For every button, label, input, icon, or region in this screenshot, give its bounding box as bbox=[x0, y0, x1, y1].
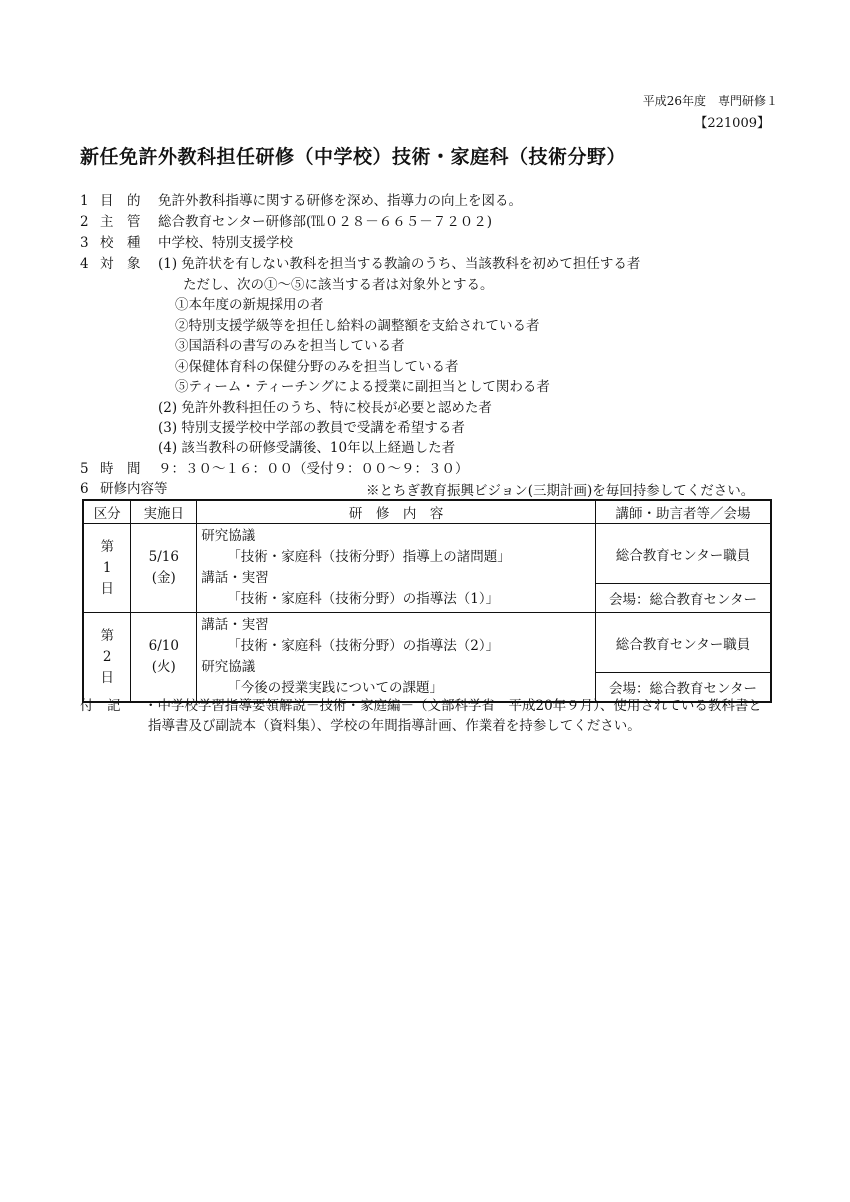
day-char: 日 bbox=[100, 580, 114, 597]
footer-line: 指導書及び副読本（資料集）、学校の年間指導計画、作業着を持参してください。 bbox=[148, 718, 641, 734]
exclusion-item: ①本年度の新規採用の者 bbox=[175, 297, 324, 313]
content-line: 「技術・家庭科（技術分野）の指導法（1）」 bbox=[227, 591, 500, 607]
item-text: 研修内容等 bbox=[100, 481, 168, 497]
day-cell bbox=[83, 524, 131, 613]
program-year-label: 平成26年度 専門研修１ bbox=[642, 94, 778, 108]
content-line: 講話・実習 bbox=[201, 617, 269, 633]
item-key: 校 種 bbox=[100, 235, 141, 251]
item-number: 2 bbox=[80, 214, 89, 230]
day-cell bbox=[83, 613, 131, 703]
item-target bbox=[80, 254, 640, 274]
document-title: 新任免許外教科担任研修（中学校）技術・家庭科（技術分野） bbox=[80, 146, 627, 168]
content-cell bbox=[197, 613, 596, 703]
content-line: 講話・実習 bbox=[201, 570, 269, 586]
day-char: 日 bbox=[100, 669, 114, 686]
date-text: 5/16 bbox=[148, 549, 179, 565]
column-header: 講師・助言者等／会場 bbox=[596, 500, 771, 524]
content-cell bbox=[197, 524, 596, 613]
item-text: (1) 免許状を有しない教科を担当する教諭のうち、当該教科を初めて担任する者 bbox=[158, 256, 641, 272]
column-header: 実施日 bbox=[131, 500, 197, 524]
item-text: 中学校、特別支援学校 bbox=[158, 235, 293, 251]
program-code: 【221009】 bbox=[694, 116, 770, 131]
table-row bbox=[83, 613, 771, 673]
target-item: (2) 免許外教科担任のうち、特に校長が必要と認めた者 bbox=[158, 400, 492, 416]
item-text: 免許外教科指導に関する研修を深め、指導力の向上を図る。 bbox=[158, 193, 522, 209]
day-char: 第 bbox=[100, 538, 114, 555]
footer-note bbox=[80, 696, 762, 736]
footer-line: ・中学校学習指導要領解説－技術・家庭編－（文部科学省 平成20年９月）、使用されている教科書と bbox=[144, 698, 762, 714]
day-char: 2 bbox=[102, 648, 112, 665]
content-line: 「今後の授業実践についての課題」 bbox=[227, 680, 443, 696]
footer-label: 付 記 bbox=[80, 698, 121, 714]
lecturer-cell: 総合教育センター職員 bbox=[596, 613, 771, 673]
target-item: (3) 特別支援学校中学部の教員で受講を希望する者 bbox=[158, 420, 465, 436]
item-text: ９：３０～１６：００（受付９：００～９：３０） bbox=[158, 461, 469, 477]
item-organizer bbox=[80, 212, 492, 232]
item-key: 対 象 bbox=[100, 256, 141, 272]
item-content-heading bbox=[80, 479, 168, 499]
day-char: 1 bbox=[102, 559, 112, 576]
date-cell bbox=[131, 613, 197, 703]
item-number: 6 bbox=[80, 481, 89, 497]
table-row bbox=[83, 524, 771, 584]
item-purpose bbox=[80, 191, 522, 211]
target-exclusion-note: ただし、次の①～⑤に該当する者は対象外とする。 bbox=[183, 277, 494, 293]
weekday-text: (金) bbox=[151, 570, 176, 586]
content-line: 研究協議 bbox=[201, 659, 256, 675]
day-char: 第 bbox=[100, 627, 114, 644]
venue-cell: 会場：総合教育センター bbox=[596, 584, 771, 613]
item-key: 主 管 bbox=[100, 214, 141, 230]
venue-cell: 会場：総合教育センター bbox=[596, 673, 771, 702]
column-header: 研 修 内 容 bbox=[197, 500, 596, 524]
item-text: 総合教育センター研修部(℡０２８－６６５－７２０２) bbox=[158, 214, 492, 230]
target-item: (4) 該当教科の研修受講後、10年以上経過した者 bbox=[158, 440, 456, 456]
date-cell bbox=[131, 524, 197, 613]
exclusion-item: ④保健体育科の保健分野のみを担当している者 bbox=[175, 359, 459, 375]
vision-note: ※とちぎ教育振興ビジョン(三期計画)を毎回持参してください。 bbox=[366, 483, 755, 499]
schedule-table bbox=[82, 499, 772, 703]
item-number: 1 bbox=[80, 193, 89, 209]
content-line: 研究協議 bbox=[201, 528, 256, 544]
item-school-type bbox=[80, 233, 293, 253]
item-key: 目 的 bbox=[100, 193, 141, 209]
item-key: 時 間 bbox=[100, 461, 141, 477]
exclusion-item: ②特別支援学級等を担任し給料の調整額を支給されている者 bbox=[175, 318, 540, 334]
item-number: 4 bbox=[80, 256, 89, 272]
content-line: 「技術・家庭科（技術分野）指導上の諸問題」 bbox=[227, 549, 511, 565]
weekday-text: (火) bbox=[151, 659, 176, 675]
item-number: 3 bbox=[80, 235, 89, 251]
date-text: 6/10 bbox=[148, 638, 179, 654]
exclusion-item: ⑤ティーム・ティーチングによる授業に副担当として関わる者 bbox=[175, 379, 550, 395]
lecturer-cell: 総合教育センター職員 bbox=[596, 524, 771, 584]
table-header-row bbox=[83, 500, 771, 524]
item-time bbox=[80, 459, 469, 479]
content-line: 「技術・家庭科（技術分野）の指導法（2）」 bbox=[227, 638, 500, 654]
column-header: 区分 bbox=[83, 500, 131, 524]
exclusion-item: ③国語科の書写のみを担当している者 bbox=[175, 338, 405, 354]
item-number: 5 bbox=[80, 461, 89, 477]
